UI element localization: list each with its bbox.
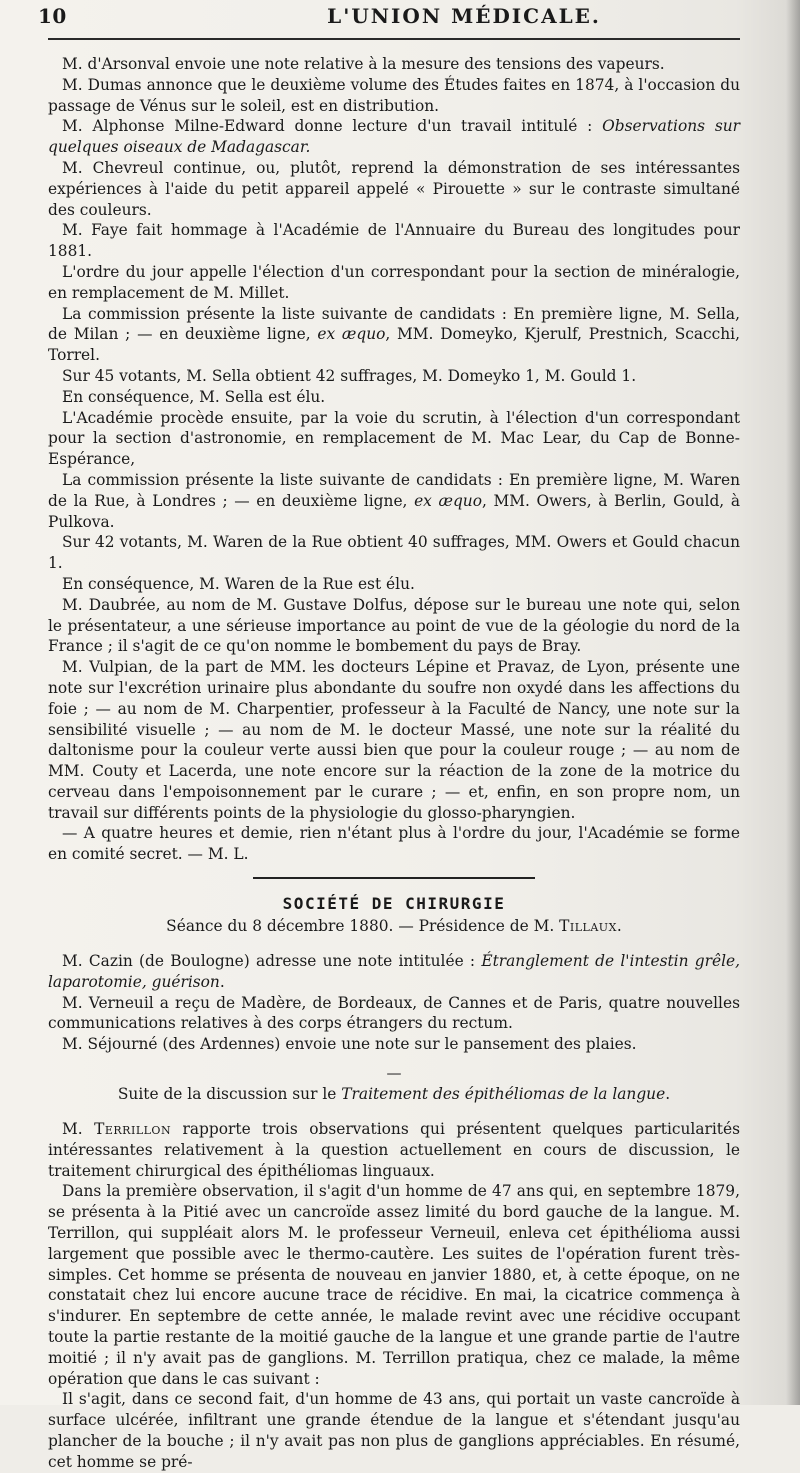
text-run: , MM. Domeyko, Kjerulf, Prestnich, Scacchi, Torrel. (48, 325, 741, 365)
paragraph: M. Chevreul continue, ou, plutôt, reprend la démonstration de ses intéressantes expériences à l'aide du petit appareil appelé « Pirouette » sur le contraste simultané des couleurs. (48, 158, 740, 219)
separator-dash: — (386, 1064, 402, 1083)
paragraph: L'Académie procède ensuite, par la voie du scrutin, à l'élection d'un correspondant pour la section d'astronomie, en remplacement de M. Mac Lear, du Cap de Bonne-Espérance, (48, 408, 740, 469)
running-title: L'UNION MÉDICALE. (327, 4, 601, 28)
paragraph: Dans la première observation, il s'agit d'un homme de 47 ans qui, en septembre 1879, se présenta à la Pitié avec un cancroïde assez limité du bord gauche de la langue. M. Terrillon, qui suppléait alors M. le professeur Verneuil, enleva cet épithélioma aussi largement que possible avec le thermo-cautère. Les suites de l'opération furent très-simples. Cet homme se présenta de nouveau en janvier 1880, et, à cette époque, on ne constatait chez lui encore aucune trace de récidive. En mai, la cicatrice commença à s'indurer. En septembre de cette année, le malade revint avec une récidive occupant toute la partie restante de la moitié gauche de la langue et une grande partie de l'autre moitié ; il n'y avait pas de ganglions. M. Terrillon pratiqua, chez ce malade, la même opération que dans le cas suivant : (48, 1182, 740, 1388)
title-italic: Traitement des épithéliomas de la langue (341, 1085, 666, 1104)
paragraph: En conséquence, M. Sella est élu. (62, 387, 326, 406)
paragraph: M. Daubrée, au nom de M. Gustave Dolfus, dépose sur le bureau une note qui, selon le présentateur, a une sérieuse importance au point de vue de la géologie du nord de la France ; il s'agit de ce qu'on nomme le bombement du pays de Bray. (48, 595, 740, 656)
text-run: La commission présente la liste suivante de candidats : En première ligne, M. Waren de la Rue, à Londres ; — en deuxième ligne, (48, 470, 740, 510)
paragraph: Il s'agit, dans ce second fait, d'un homme de 43 ans, qui portait un vaste cancroïde à surface ulcérée, infiltrant une grande étendue de la langue et s'étendant jusqu'au plancher de la bouche ; il n'y avait pas non plus de ganglions appréciables. En résumé, cet homme se pré- (48, 1390, 740, 1471)
title-italic: Observations sur quelques oiseaux de Madagascar. (48, 117, 740, 157)
speaker-name: Terrillon (94, 1120, 172, 1139)
paragraph: M. Séjourné (des Ardennes) envoie une note sur le pansement des plaies. (62, 1035, 637, 1054)
paragraph: M. Verneuil a reçu de Madère, de Bordeaux, de Cannes et de Paris, quatre nouvelles communications relatives à des corps étrangers du rectum. (48, 993, 740, 1033)
paragraph: M. d'Arsonval envoie une note relative à la mesure des tensions des vapeurs. (62, 55, 665, 73)
text-run: M. (62, 1120, 95, 1139)
paragraph: L'ordre du jour appelle l'élection d'un correspondant pour la section de minéralogie, en remplacement de M. Millet. (48, 262, 740, 302)
section-title: SOCIÉTÉ DE CHIRURGIE (282, 894, 506, 914)
paragraph (48, 304, 740, 366)
text-run: . (616, 917, 622, 936)
latin-italic: ex æquo (317, 325, 386, 344)
text-run: rapporte trois observations qui présentent quelques particularités intéressantes relativement à la question actuellement en cours de discussion, le traitement chirurgical des épithéliomas linguaux. (48, 1120, 740, 1180)
text-run: , MM. Owers, à Berlin, Gould, à Pulkova. (48, 491, 741, 531)
page-edge-shadow (786, 0, 800, 1405)
latin-italic: ex æquo (414, 491, 482, 510)
paragraph: M. Dumas annonce que le deuxième volume des Études faites en 1874, à l'occasion du passage de Vénus sur le soleil, est en distribution. (48, 75, 740, 115)
text-run: M. Alphonse Milne-Edward donne lecture d'un travail intitulé : (62, 117, 603, 136)
paragraph: M. Faye fait hommage à l'Académie de l'Annuaire du Bureau des longitudes pour 1881. (48, 221, 740, 261)
title-italic: Étranglement de l'intestin grêle, laparotomie, guérison (48, 952, 740, 991)
paragraph: Sur 45 votants, M. Sella obtient 42 suffrages, M. Domeyko 1, M. Gould 1. (62, 366, 637, 385)
text-run: . (665, 1085, 671, 1104)
text-run: . (219, 972, 225, 991)
text-run: Suite de la discussion sur le (117, 1085, 342, 1104)
text-run: La commission présente la liste suivante de candidats : En première ligne, M. Sella, de Milan ; — en deuxième ligne, (48, 304, 740, 344)
text-run: Séance du 8 décembre 1880. — Présidence de M. (166, 917, 560, 936)
header-rule (48, 38, 740, 40)
paragraph (48, 470, 740, 532)
paragraph: Sur 42 votants, M. Waren de la Rue obtient 40 suffrages, MM. Owers et Gould chacun 1. (48, 533, 740, 573)
societe-chirurgie-section (48, 893, 740, 1473)
paragraph (48, 951, 740, 993)
section-divider (253, 877, 535, 879)
seance-line (48, 915, 740, 937)
text-run: M. Cazin (de Boulogne) adresse une note intitulée : (62, 952, 482, 971)
president-name: Tillaux (559, 917, 617, 936)
paragraph: M. Vulpian, de la part de MM. les docteurs Lépine et Pravaz, de Lyon, présente une note sur l'excrétion urinaire plus abondante du soufre non oxydé dans les affections du foie ; — au nom de M. Charpentier, professeur à la Faculté de Nancy, une note sur la sensibilité visuelle ; — au nom de M. le docteur Massé, une note sur la réalité du daltonisme pour la couleur verte aussi bien que pour la couleur rouge ; — au nom de MM. Couty et Lacerda, une note encore sur la réaction de la zone de la motrice du cerveau dans l'empoisonnement par le curare ; — et, enfin, en son propre nom, un travail sur différents points de la physiologie du glosso-pharyngien. (48, 658, 740, 822)
paragraph (48, 116, 740, 158)
paragraph: — A quatre heures et demie, rien n'étant plus à l'ordre du jour, l'Académie se forme en comité secret. — M. L. (48, 824, 740, 864)
paragraph: En conséquence, M. Waren de la Rue est élu. (62, 574, 415, 593)
page-header (38, 0, 740, 34)
paragraph (48, 1119, 740, 1181)
academie-report (48, 54, 740, 865)
discussion-heading (48, 1083, 740, 1105)
page-number: 10 (38, 4, 67, 28)
